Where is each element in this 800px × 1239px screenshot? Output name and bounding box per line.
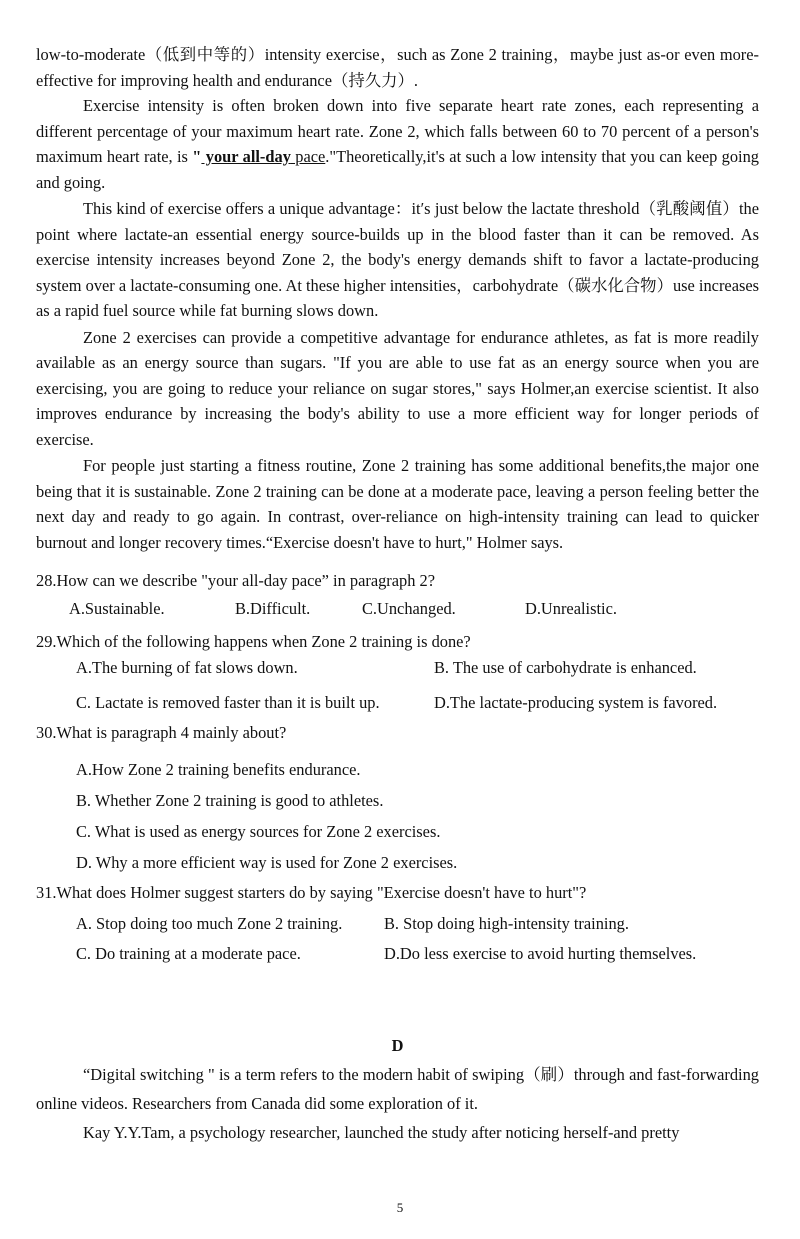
option-d[interactable]: D. Why a more efficient way is used for Zone 2 exercises.: [76, 853, 458, 872]
option-a[interactable]: A.How Zone 2 training benefits endurance.: [76, 760, 361, 779]
paragraph-2-text-before: Exercise intensity is often broken down into five separate heart rate zones, each representing a different percentage of your maximum heart rate. Zone 2, which falls between 60 to 70 percent of a person's maximum heart rate, is: [36, 96, 759, 166]
option-d[interactable]: D.The lactate-producing system is favored.: [434, 693, 718, 712]
passage-d-paragraph-2: Kay Y.Y.Tam, a psychology researcher, launched the study after noticing herself-and pretty: [83, 1123, 680, 1142]
passage-d-paragraph-1: “Digital switching " is a term refers to the modern habit of swiping（刷）through and fast-forwarding online videos. Researchers from Canada did some exploration of it.: [36, 1065, 759, 1113]
question-30: [36, 720, 759, 875]
question-stem: 30.What is paragraph 4 mainly about?: [36, 723, 287, 742]
underlined-phrase-bold: your all-day: [201, 147, 291, 166]
passage-c-paragraph-2: [36, 93, 759, 195]
question-29: [36, 629, 759, 715]
passage-c-paragraph-5: For people just starting a fitness routine, Zone 2 training has some additional benefits,the major one being that it is sustainable. Zone 2 training can be done at a moderate pace, leaving a person feeling better the next day and ready to go again. In contrast, over-reliance on high-intensity training can lead to quicker burnout and longer recovery times.“Exercise doesn't have to hurt," Holmer says.: [36, 456, 759, 552]
underlined-phrase: pace: [290, 147, 326, 166]
question-stem: 28.How can we describe "your all-day pace” in paragraph 2?: [36, 571, 435, 590]
option-a[interactable]: A. Stop doing too much Zone 2 training.: [76, 914, 343, 933]
option-b[interactable]: B. The use of carbohydrate is enhanced.: [434, 658, 697, 677]
passage-c-paragraph-4: Zone 2 exercises can provide a competitive advantage for endurance athletes, as fat is more readily available as an energy source than sugars. "If you are able to use fat as an energy source when you are exercising, you are going to reduce your reliance on sugar stores," says Holmer,an exercise scientist. It also improves endurance by increasing the body's ability to use a more efficient way for longer periods of exercise.: [36, 327, 759, 449]
paragraph-2-text-after: ."Theoretically,it's at such a low intensity that you can keep going and going.: [36, 147, 759, 192]
option-c[interactable]: C. Do training at a moderate pace.: [76, 944, 301, 963]
option-b[interactable]: B. Stop doing high-intensity training.: [384, 914, 629, 933]
page-number: 5: [396, 1200, 404, 1215]
option-d[interactable]: D.Do less exercise to avoid hurting themselves.: [384, 944, 697, 963]
option-d[interactable]: D.Unrealistic.: [525, 599, 617, 618]
passage-c-paragraph-3: This kind of exercise offers a unique advantage：it′s just below the lactate threshold（乳酸阈值）the point where lactate-an essential energy source-builds up in the blood faster than it can be removed. As exercise intensity increases beyond Zone 2, the body's energy demands shift to favor a lactate-producing system over a lactate-consuming one. At these higher intensities，carbohydrate（碳水化合物）use increases as a rapid fuel source while fat burning slows down.: [36, 199, 759, 320]
option-a[interactable]: A.The burning of fat slows down.: [76, 658, 298, 677]
section-title-d: D: [391, 1036, 404, 1055]
option-c[interactable]: C.Unchanged.: [362, 599, 456, 618]
question-stem: 29.Which of the following happens when Zone 2 training is done?: [36, 632, 471, 651]
option-b[interactable]: B. Whether Zone 2 training is good to athletes.: [76, 791, 384, 810]
exam-page: [36, 42, 759, 1147]
question-28: [36, 568, 759, 621]
option-c[interactable]: C. What is used as energy sources for Zone 2 exercises.: [76, 822, 441, 841]
option-c[interactable]: C. Lactate is removed faster than it is built up.: [76, 693, 380, 712]
option-b[interactable]: B.Difficult.: [235, 599, 311, 618]
quote-open: ": [192, 147, 202, 166]
question-stem: 31.What does Holmer suggest starters do by saying "Exercise doesn't have to hurt"?: [36, 883, 587, 902]
question-31: [36, 880, 759, 966]
option-a[interactable]: A.Sustainable.: [69, 599, 165, 618]
passage-c-paragraph-1: low-to-moderate（低到中等的）intensity exercise，such as Zone 2 training，maybe just as-or even more-effective for improving health and endurance（持久力）.: [36, 45, 759, 90]
